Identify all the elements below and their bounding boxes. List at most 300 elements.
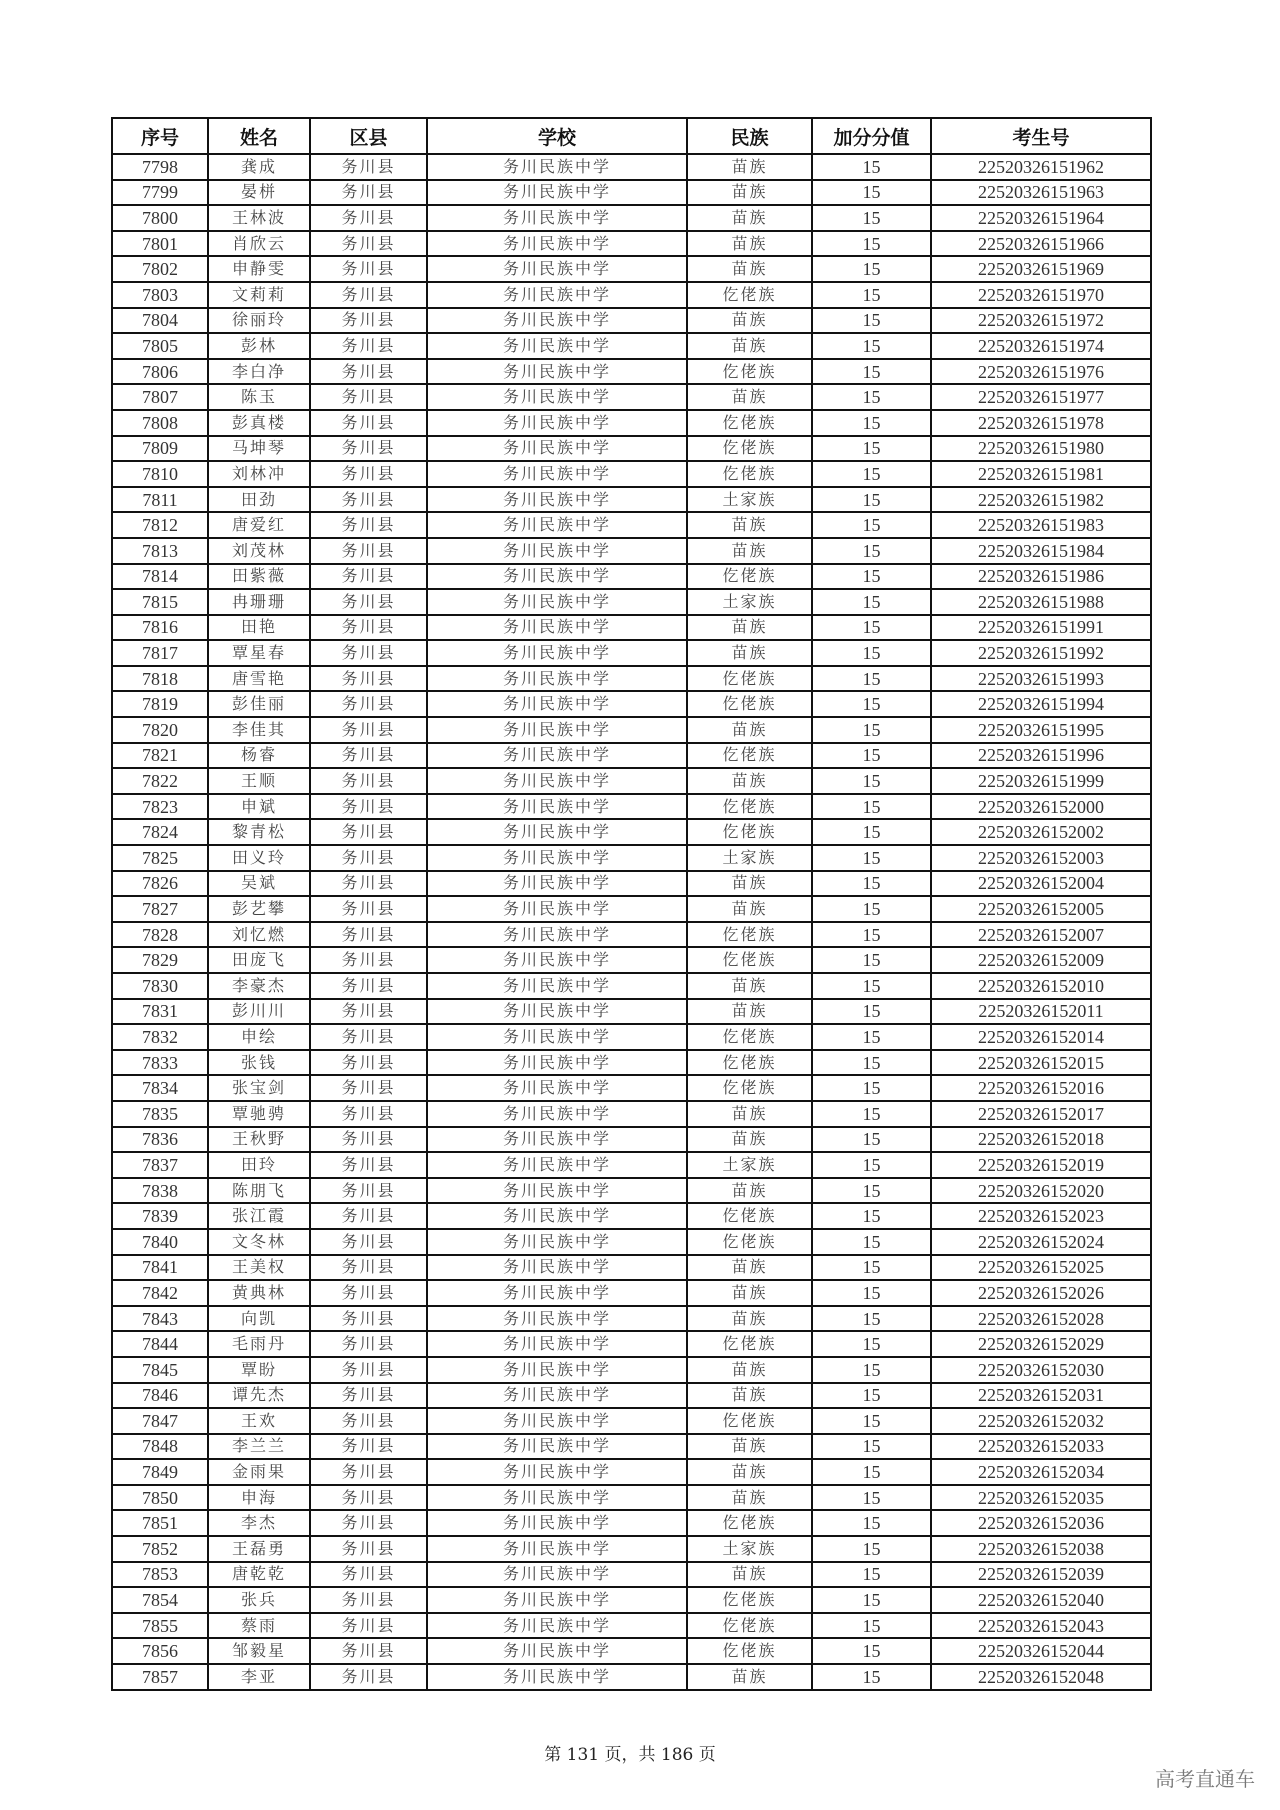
cell-ethnicity: 仡佬族 xyxy=(687,819,812,845)
header-school: 学校 xyxy=(427,118,687,154)
table-row xyxy=(112,640,1151,666)
cell-bonus: 15 xyxy=(812,1280,931,1306)
cell-name: 张兵 xyxy=(208,1587,310,1613)
table-row xyxy=(112,1638,1151,1664)
cell-school: 务川民族中学 xyxy=(427,1562,687,1588)
cell-seq: 7824 xyxy=(112,819,208,845)
cell-name: 王秋野 xyxy=(208,1127,310,1153)
cell-exam-id: 22520326151969 xyxy=(931,256,1151,282)
cell-exam-id: 22520326152026 xyxy=(931,1280,1151,1306)
cell-bonus: 15 xyxy=(812,564,931,590)
cell-name: 李佳其 xyxy=(208,717,310,743)
cell-ethnicity: 仡佬族 xyxy=(687,1587,812,1613)
cell-name: 李亚 xyxy=(208,1664,310,1690)
cell-ethnicity: 仡佬族 xyxy=(687,691,812,717)
cell-seq: 7819 xyxy=(112,691,208,717)
cell-name: 吴斌 xyxy=(208,871,310,897)
cell-school: 务川民族中学 xyxy=(427,1485,687,1511)
cell-county: 务川县 xyxy=(310,1510,427,1536)
cell-county: 务川县 xyxy=(310,1101,427,1127)
page-footer xyxy=(0,1740,1280,1765)
table-row xyxy=(112,1562,1151,1588)
table-row xyxy=(112,154,1151,180)
table-row xyxy=(112,1331,1151,1357)
cell-ethnicity: 苗族 xyxy=(687,512,812,538)
cell-exam-id: 22520326152017 xyxy=(931,1101,1151,1127)
table-row xyxy=(112,666,1151,692)
cell-name: 田紫薇 xyxy=(208,564,310,590)
cell-county: 务川县 xyxy=(310,768,427,794)
cell-ethnicity: 苗族 xyxy=(687,1178,812,1204)
cell-name: 王顺 xyxy=(208,768,310,794)
cell-county: 务川县 xyxy=(310,154,427,180)
cell-ethnicity: 苗族 xyxy=(687,1127,812,1153)
cell-seq: 7816 xyxy=(112,615,208,641)
cell-seq: 7809 xyxy=(112,436,208,462)
cell-ethnicity: 苗族 xyxy=(687,308,812,334)
cell-school: 务川民族中学 xyxy=(427,1306,687,1332)
table-row xyxy=(112,1459,1151,1485)
cell-seq: 7839 xyxy=(112,1203,208,1229)
cell-school: 务川民族中学 xyxy=(427,1536,687,1562)
cell-school: 务川民族中学 xyxy=(427,1050,687,1076)
cell-school: 务川民族中学 xyxy=(427,487,687,513)
cell-exam-id: 22520326152020 xyxy=(931,1178,1151,1204)
cell-county: 务川县 xyxy=(310,589,427,615)
cell-exam-id: 22520326152015 xyxy=(931,1050,1151,1076)
cell-bonus: 15 xyxy=(812,308,931,334)
cell-bonus: 15 xyxy=(812,1562,931,1588)
cell-county: 务川县 xyxy=(310,1408,427,1434)
table-row xyxy=(112,308,1151,334)
cell-bonus: 15 xyxy=(812,1459,931,1485)
cell-bonus: 15 xyxy=(812,282,931,308)
cell-ethnicity: 苗族 xyxy=(687,1255,812,1281)
cell-county: 务川县 xyxy=(310,1664,427,1690)
cell-ethnicity: 仡佬族 xyxy=(687,282,812,308)
cell-ethnicity: 苗族 xyxy=(687,1101,812,1127)
cell-county: 务川县 xyxy=(310,461,427,487)
cell-bonus: 15 xyxy=(812,845,931,871)
cell-bonus: 15 xyxy=(812,1383,931,1409)
cell-name: 黄典林 xyxy=(208,1280,310,1306)
cell-seq: 7842 xyxy=(112,1280,208,1306)
cell-exam-id: 22520326152034 xyxy=(931,1459,1151,1485)
cell-exam-id: 22520326152048 xyxy=(931,1664,1151,1690)
cell-name: 申静雯 xyxy=(208,256,310,282)
cell-bonus: 15 xyxy=(812,1331,931,1357)
table-row xyxy=(112,589,1151,615)
cell-ethnicity: 仡佬族 xyxy=(687,564,812,590)
cell-school: 务川民族中学 xyxy=(427,973,687,999)
table-row xyxy=(112,564,1151,590)
cell-school: 务川民族中学 xyxy=(427,1408,687,1434)
cell-school: 务川民族中学 xyxy=(427,1587,687,1613)
cell-exam-id: 22520326152003 xyxy=(931,845,1151,871)
cell-name: 彭川川 xyxy=(208,999,310,1025)
cell-school: 务川民族中学 xyxy=(427,1383,687,1409)
cell-exam-id: 22520326151970 xyxy=(931,282,1151,308)
cell-bonus: 15 xyxy=(812,538,931,564)
cell-exam-id: 22520326151976 xyxy=(931,359,1151,385)
cell-ethnicity: 苗族 xyxy=(687,973,812,999)
cell-school: 务川民族中学 xyxy=(427,871,687,897)
table-row xyxy=(112,973,1151,999)
cell-bonus: 15 xyxy=(812,717,931,743)
table-row xyxy=(112,512,1151,538)
cell-county: 务川县 xyxy=(310,282,427,308)
cell-school: 务川民族中学 xyxy=(427,333,687,359)
cell-exam-id: 22520326152009 xyxy=(931,947,1151,973)
cell-bonus: 15 xyxy=(812,1638,931,1664)
cell-bonus: 15 xyxy=(812,973,931,999)
cell-name: 陈朋飞 xyxy=(208,1178,310,1204)
cell-seq: 7846 xyxy=(112,1383,208,1409)
cell-bonus: 15 xyxy=(812,691,931,717)
cell-bonus: 15 xyxy=(812,1127,931,1153)
cell-county: 务川县 xyxy=(310,1536,427,1562)
cell-county: 务川县 xyxy=(310,1383,427,1409)
cell-exam-id: 22520326151981 xyxy=(931,461,1151,487)
cell-bonus: 15 xyxy=(812,1101,931,1127)
cell-school: 务川民族中学 xyxy=(427,436,687,462)
table-row xyxy=(112,384,1151,410)
cell-school: 务川民族中学 xyxy=(427,999,687,1025)
cell-county: 务川县 xyxy=(310,1229,427,1255)
cell-bonus: 15 xyxy=(812,359,931,385)
cell-name: 李豪杰 xyxy=(208,973,310,999)
cell-exam-id: 22520326151980 xyxy=(931,436,1151,462)
cell-seq: 7834 xyxy=(112,1075,208,1101)
cell-ethnicity: 土家族 xyxy=(687,487,812,513)
cell-name: 杨睿 xyxy=(208,743,310,769)
cell-bonus: 15 xyxy=(812,743,931,769)
cell-school: 务川民族中学 xyxy=(427,1638,687,1664)
cell-seq: 7817 xyxy=(112,640,208,666)
table-row xyxy=(112,487,1151,513)
cell-ethnicity: 苗族 xyxy=(687,1562,812,1588)
cell-ethnicity: 苗族 xyxy=(687,1434,812,1460)
cell-school: 务川民族中学 xyxy=(427,1510,687,1536)
cell-bonus: 15 xyxy=(812,1075,931,1101)
cell-name: 覃盼 xyxy=(208,1357,310,1383)
table-row xyxy=(112,871,1151,897)
cell-seq: 7815 xyxy=(112,589,208,615)
cell-seq: 7841 xyxy=(112,1255,208,1281)
cell-bonus: 15 xyxy=(812,819,931,845)
table-row xyxy=(112,794,1151,820)
table-row xyxy=(112,1024,1151,1050)
cell-name: 陈玉 xyxy=(208,384,310,410)
cell-ethnicity: 仡佬族 xyxy=(687,1024,812,1050)
cell-seq: 7804 xyxy=(112,308,208,334)
cell-exam-id: 22520326152016 xyxy=(931,1075,1151,1101)
cell-county: 务川县 xyxy=(310,487,427,513)
table-row xyxy=(112,282,1151,308)
cell-bonus: 15 xyxy=(812,1306,931,1332)
cell-name: 王林波 xyxy=(208,205,310,231)
cell-county: 务川县 xyxy=(310,1434,427,1460)
table-row xyxy=(112,1306,1151,1332)
cell-ethnicity: 仡佬族 xyxy=(687,922,812,948)
cell-seq: 7808 xyxy=(112,410,208,436)
header-county: 区县 xyxy=(310,118,427,154)
cell-bonus: 15 xyxy=(812,154,931,180)
cell-ethnicity: 仡佬族 xyxy=(687,436,812,462)
cell-school: 务川民族中学 xyxy=(427,512,687,538)
cell-name: 田玲 xyxy=(208,1152,310,1178)
cell-name: 文冬林 xyxy=(208,1229,310,1255)
cell-seq: 7849 xyxy=(112,1459,208,1485)
cell-seq: 7845 xyxy=(112,1357,208,1383)
cell-bonus: 15 xyxy=(812,1510,931,1536)
cell-bonus: 15 xyxy=(812,666,931,692)
cell-school: 务川民族中学 xyxy=(427,256,687,282)
cell-bonus: 15 xyxy=(812,999,931,1025)
cell-county: 务川县 xyxy=(310,819,427,845)
cell-seq: 7827 xyxy=(112,896,208,922)
cell-county: 务川县 xyxy=(310,947,427,973)
table-row xyxy=(112,1255,1151,1281)
cell-name: 刘茂林 xyxy=(208,538,310,564)
table-row xyxy=(112,333,1151,359)
cell-seq: 7829 xyxy=(112,947,208,973)
cell-exam-id: 22520326151983 xyxy=(931,512,1151,538)
cell-seq: 7823 xyxy=(112,794,208,820)
cell-seq: 7810 xyxy=(112,461,208,487)
cell-bonus: 15 xyxy=(812,1050,931,1076)
cell-exam-id: 22520326151964 xyxy=(931,205,1151,231)
cell-bonus: 15 xyxy=(812,922,931,948)
cell-county: 务川县 xyxy=(310,333,427,359)
cell-name: 田艳 xyxy=(208,615,310,641)
cell-county: 务川县 xyxy=(310,1075,427,1101)
cell-county: 务川县 xyxy=(310,564,427,590)
cell-exam-id: 22520326151994 xyxy=(931,691,1151,717)
table-row xyxy=(112,947,1151,973)
cell-ethnicity: 苗族 xyxy=(687,1280,812,1306)
cell-bonus: 15 xyxy=(812,436,931,462)
cell-name: 金雨果 xyxy=(208,1459,310,1485)
cell-exam-id: 22520326151977 xyxy=(931,384,1151,410)
cell-school: 务川民族中学 xyxy=(427,1280,687,1306)
table-row xyxy=(112,1510,1151,1536)
cell-name: 蔡雨 xyxy=(208,1613,310,1639)
cell-seq: 7837 xyxy=(112,1152,208,1178)
cell-school: 务川民族中学 xyxy=(427,384,687,410)
cell-county: 务川县 xyxy=(310,384,427,410)
cell-name: 张钱 xyxy=(208,1050,310,1076)
table-row xyxy=(112,1050,1151,1076)
cell-seq: 7843 xyxy=(112,1306,208,1332)
table-row xyxy=(112,768,1151,794)
cell-bonus: 15 xyxy=(812,1536,931,1562)
cell-ethnicity: 仡佬族 xyxy=(687,666,812,692)
cell-exam-id: 22520326151991 xyxy=(931,615,1151,641)
cell-seq: 7847 xyxy=(112,1408,208,1434)
cell-name: 彭真楼 xyxy=(208,410,310,436)
table-row xyxy=(112,1280,1151,1306)
cell-bonus: 15 xyxy=(812,589,931,615)
cell-bonus: 15 xyxy=(812,1587,931,1613)
cell-exam-id: 22520326151966 xyxy=(931,231,1151,257)
cell-county: 务川县 xyxy=(310,180,427,206)
cell-exam-id: 22520326152043 xyxy=(931,1613,1151,1639)
cell-school: 务川民族中学 xyxy=(427,896,687,922)
table-row xyxy=(112,1536,1151,1562)
cell-school: 务川民族中学 xyxy=(427,1613,687,1639)
cell-exam-id: 22520326152035 xyxy=(931,1485,1151,1511)
cell-seq: 7828 xyxy=(112,922,208,948)
cell-school: 务川民族中学 xyxy=(427,794,687,820)
cell-bonus: 15 xyxy=(812,487,931,513)
cell-seq: 7831 xyxy=(112,999,208,1025)
cell-exam-id: 22520326151992 xyxy=(931,640,1151,666)
cell-bonus: 15 xyxy=(812,231,931,257)
table-row xyxy=(112,615,1151,641)
cell-ethnicity: 苗族 xyxy=(687,871,812,897)
cell-exam-id: 22520326152023 xyxy=(931,1203,1151,1229)
cell-name: 龚成 xyxy=(208,154,310,180)
cell-ethnicity: 苗族 xyxy=(687,999,812,1025)
cell-county: 务川县 xyxy=(310,1050,427,1076)
table-row xyxy=(112,1075,1151,1101)
cell-county: 务川县 xyxy=(310,615,427,641)
cell-name: 彭林 xyxy=(208,333,310,359)
cell-name: 李兰兰 xyxy=(208,1434,310,1460)
cell-exam-id: 22520326152018 xyxy=(931,1127,1151,1153)
cell-county: 务川县 xyxy=(310,1306,427,1332)
cell-county: 务川县 xyxy=(310,1459,427,1485)
cell-exam-id: 22520326152028 xyxy=(931,1306,1151,1332)
cell-exam-id: 22520326152010 xyxy=(931,973,1151,999)
cell-school: 务川民族中学 xyxy=(427,1127,687,1153)
cell-ethnicity: 仡佬族 xyxy=(687,410,812,436)
cell-ethnicity: 苗族 xyxy=(687,1664,812,1690)
cell-school: 务川民族中学 xyxy=(427,564,687,590)
cell-seq: 7856 xyxy=(112,1638,208,1664)
cell-county: 务川县 xyxy=(310,922,427,948)
cell-seq: 7822 xyxy=(112,768,208,794)
cell-seq: 7821 xyxy=(112,743,208,769)
cell-bonus: 15 xyxy=(812,1178,931,1204)
cell-county: 务川县 xyxy=(310,1562,427,1588)
cell-bonus: 15 xyxy=(812,1408,931,1434)
cell-ethnicity: 仡佬族 xyxy=(687,1510,812,1536)
table-row xyxy=(112,231,1151,257)
candidate-table xyxy=(111,117,1152,1691)
cell-name: 彭艺攀 xyxy=(208,896,310,922)
table-row xyxy=(112,256,1151,282)
cell-name: 马坤琴 xyxy=(208,436,310,462)
cell-school: 务川民族中学 xyxy=(427,845,687,871)
cell-seq: 7820 xyxy=(112,717,208,743)
table-row xyxy=(112,1587,1151,1613)
cell-school: 务川民族中学 xyxy=(427,154,687,180)
cell-exam-id: 22520326152005 xyxy=(931,896,1151,922)
cell-county: 务川县 xyxy=(310,640,427,666)
cell-seq: 7853 xyxy=(112,1562,208,1588)
cell-county: 务川县 xyxy=(310,973,427,999)
cell-seq: 7802 xyxy=(112,256,208,282)
table-row xyxy=(112,999,1151,1025)
cell-county: 务川县 xyxy=(310,308,427,334)
cell-name: 刘林冲 xyxy=(208,461,310,487)
cell-name: 向凯 xyxy=(208,1306,310,1332)
cell-seq: 7848 xyxy=(112,1434,208,1460)
cell-exam-id: 22520326151986 xyxy=(931,564,1151,590)
cell-exam-id: 22520326152024 xyxy=(931,1229,1151,1255)
table-row xyxy=(112,1434,1151,1460)
cell-name: 张江霞 xyxy=(208,1203,310,1229)
table-row xyxy=(112,1229,1151,1255)
page-number: 第 131 页，共 186 页 xyxy=(544,1745,716,1765)
cell-bonus: 15 xyxy=(812,333,931,359)
cell-ethnicity: 苗族 xyxy=(687,180,812,206)
cell-school: 务川民族中学 xyxy=(427,205,687,231)
cell-school: 务川民族中学 xyxy=(427,1203,687,1229)
cell-school: 务川民族中学 xyxy=(427,819,687,845)
table-row xyxy=(112,359,1151,385)
cell-ethnicity: 仡佬族 xyxy=(687,794,812,820)
cell-county: 务川县 xyxy=(310,205,427,231)
cell-ethnicity: 苗族 xyxy=(687,615,812,641)
cell-county: 务川县 xyxy=(310,1127,427,1153)
cell-exam-id: 22520326152014 xyxy=(931,1024,1151,1050)
cell-exam-id: 22520326151982 xyxy=(931,487,1151,513)
cell-bonus: 15 xyxy=(812,1434,931,1460)
cell-name: 徐丽玲 xyxy=(208,308,310,334)
cell-bonus: 15 xyxy=(812,180,931,206)
cell-exam-id: 22520326152007 xyxy=(931,922,1151,948)
cell-exam-id: 22520326152039 xyxy=(931,1562,1151,1588)
cell-school: 务川民族中学 xyxy=(427,615,687,641)
cell-ethnicity: 仡佬族 xyxy=(687,947,812,973)
cell-name: 申绘 xyxy=(208,1024,310,1050)
cell-school: 务川民族中学 xyxy=(427,1178,687,1204)
cell-ethnicity: 苗族 xyxy=(687,717,812,743)
table-row xyxy=(112,1101,1151,1127)
cell-exam-id: 22520326151963 xyxy=(931,180,1151,206)
cell-ethnicity: 苗族 xyxy=(687,1485,812,1511)
cell-school: 务川民族中学 xyxy=(427,410,687,436)
cell-name: 田庞飞 xyxy=(208,947,310,973)
cell-exam-id: 22520326152029 xyxy=(931,1331,1151,1357)
cell-exam-id: 22520326152000 xyxy=(931,794,1151,820)
cell-ethnicity: 苗族 xyxy=(687,205,812,231)
cell-county: 务川县 xyxy=(310,1638,427,1664)
cell-seq: 7812 xyxy=(112,512,208,538)
cell-exam-id: 22520326151972 xyxy=(931,308,1151,334)
cell-bonus: 15 xyxy=(812,871,931,897)
cell-seq: 7798 xyxy=(112,154,208,180)
cell-ethnicity: 仡佬族 xyxy=(687,1050,812,1076)
cell-exam-id: 22520326152030 xyxy=(931,1357,1151,1383)
cell-name: 申海 xyxy=(208,1485,310,1511)
cell-county: 务川县 xyxy=(310,1152,427,1178)
cell-ethnicity: 苗族 xyxy=(687,384,812,410)
table-row xyxy=(112,1152,1151,1178)
cell-seq: 7807 xyxy=(112,384,208,410)
cell-school: 务川民族中学 xyxy=(427,1664,687,1690)
cell-seq: 7799 xyxy=(112,180,208,206)
cell-seq: 7844 xyxy=(112,1331,208,1357)
cell-county: 务川县 xyxy=(310,896,427,922)
cell-name: 彭佳丽 xyxy=(208,691,310,717)
cell-county: 务川县 xyxy=(310,871,427,897)
cell-ethnicity: 苗族 xyxy=(687,1383,812,1409)
cell-bonus: 15 xyxy=(812,461,931,487)
